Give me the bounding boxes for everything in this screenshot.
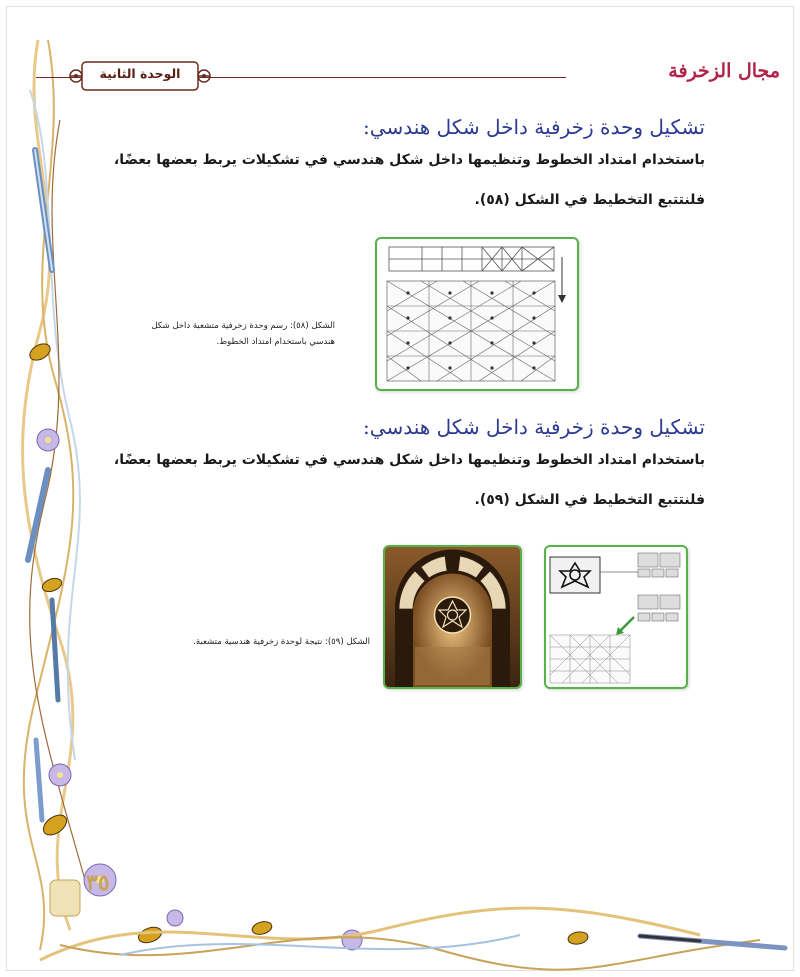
figure-59-steps-image [544,545,688,689]
figure-58-caption: الشكل (٥٨): رسم وحدة زخرفية متشعبة داخل شكل هندسي باستخدام امتداد الخطوط. [151,321,335,347]
page-number: ٣٥ [86,870,110,896]
figure-58-image [375,237,579,391]
unit-badge [60,56,220,96]
figure-59-caption: الشكل (٥٩): نتيجة لوحدة زخرفية هندسية متشعبة. [193,637,370,647]
figure-59-photo-image [383,545,522,689]
unit-label: الوحدة الثانية [99,66,181,81]
section2-heading: تشكيل وحدة زخرفية داخل شكل هندسي: [363,415,705,439]
section1-paragraph: باستخدام امتداد الخطوط وتنظيمها داخل شكل هندسي في تشكيلات يربط بعضها بعضًا، فلنتتبع التخطيط في الشكل (٥٨). [113,152,705,208]
geometric-grid-drawing [377,239,577,389]
section-title: مجال الزخرفة [668,60,780,82]
construction-steps-drawing [546,547,686,687]
section2-paragraph: باستخدام امتداد الخطوط وتنظيمها داخل شكل هندسي في تشكيلات يربط بعضها بعضًا، فلنتتبع التخطيط في الشكل (٥٩). [113,452,705,508]
section1-heading: تشكيل وحدة زخرفية داخل شكل هندسي: [363,115,705,139]
arched-window-photo [385,547,520,687]
